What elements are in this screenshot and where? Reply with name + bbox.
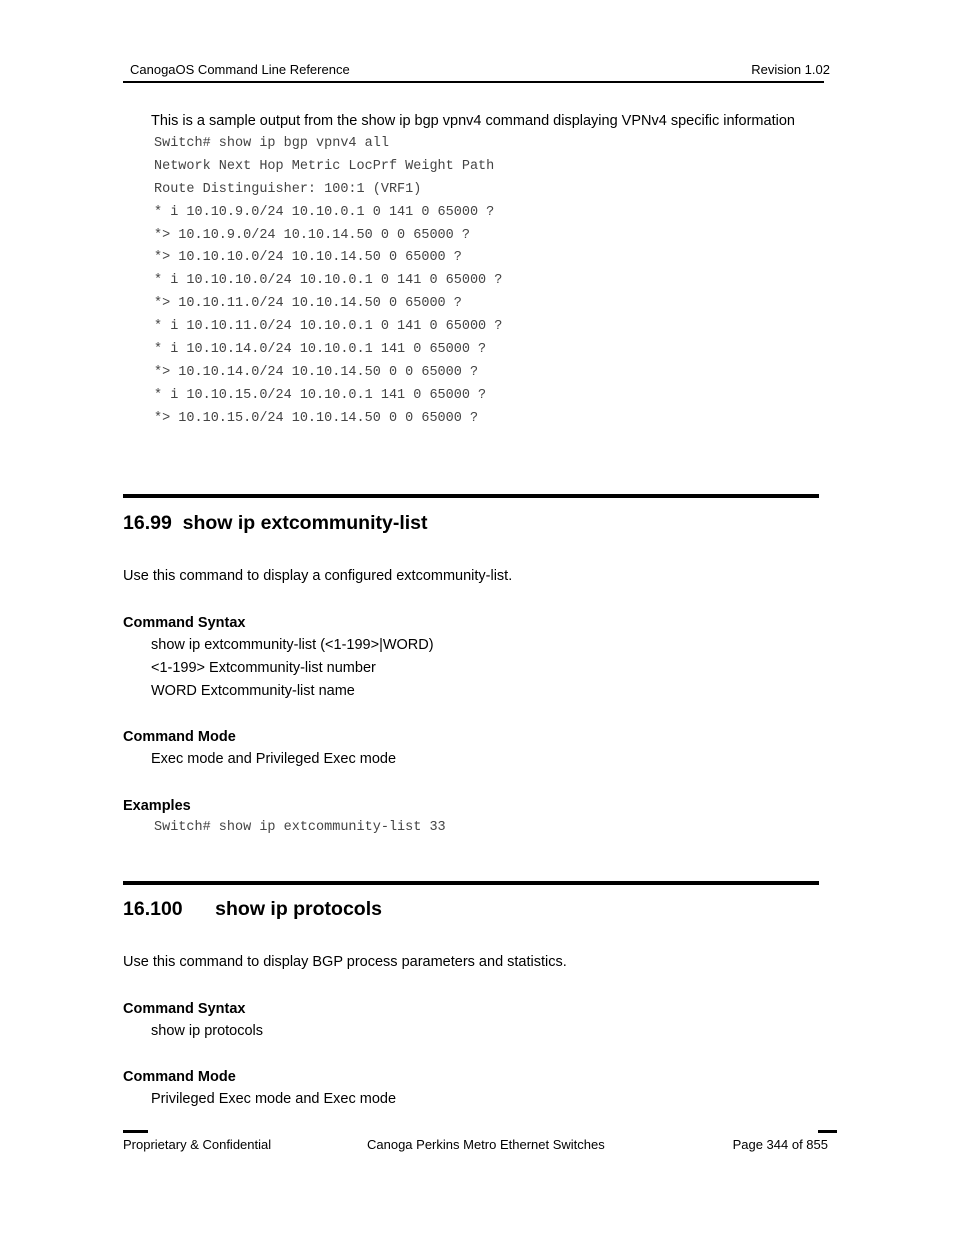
section-title: 16.100 show ip protocols bbox=[123, 898, 382, 920]
example-code: Switch# show ip extcommunity-list 33 bbox=[154, 820, 446, 835]
code-line: *> 10.10.11.0/24 10.10.14.50 0 65000 ? bbox=[154, 296, 462, 311]
code-line: Route Distinguisher: 100:1 (VRF1) bbox=[154, 182, 422, 197]
code-line: *> 10.10.10.0/24 10.10.14.50 0 65000 ? bbox=[154, 250, 462, 265]
section-rule bbox=[123, 494, 819, 498]
section-title: 16.99 show ip extcommunity-list bbox=[123, 512, 428, 534]
command-mode-text: Privileged Exec mode and Exec mode bbox=[151, 1091, 397, 1107]
syntax-line: show ip extcommunity-list (<1-199>|WORD) bbox=[151, 637, 434, 653]
header-revision: Revision 1.02 bbox=[751, 62, 830, 77]
code-line: Network Next Hop Metric LocPrf Weight Path bbox=[154, 159, 495, 174]
code-line: Switch# show ip bgp vpnv4 all bbox=[154, 136, 389, 151]
footer-left: Proprietary & Confidential bbox=[123, 1137, 272, 1152]
command-mode-text: Exec mode and Privileged Exec mode bbox=[151, 751, 397, 767]
syntax-line: <1-199> Extcommunity-list number bbox=[151, 660, 376, 676]
code-line: *> 10.10.15.0/24 10.10.14.50 0 0 65000 ? bbox=[154, 411, 479, 426]
footer-page-number: Page 344 of 855 bbox=[732, 1137, 828, 1152]
intro-paragraph: This is a sample output from the show ip bgp vpnv4 command displaying VPNv4 specific information bbox=[151, 113, 795, 129]
footer-left-bar bbox=[123, 1130, 148, 1133]
code-line: * i 10.10.10.0/24 10.10.0.1 0 141 0 65000 ? bbox=[154, 273, 503, 288]
section-description: Use this command to display BGP process parameters and statistics. bbox=[123, 954, 567, 970]
code-line: *> 10.10.14.0/24 10.10.14.50 0 0 65000 ? bbox=[154, 365, 479, 380]
command-syntax-heading: Command Syntax bbox=[123, 1001, 246, 1017]
command-mode-heading: Command Mode bbox=[123, 1069, 236, 1085]
code-line: * i 10.10.14.0/24 10.10.0.1 141 0 65000 ? bbox=[154, 342, 487, 357]
syntax-line: WORD Extcommunity-list name bbox=[151, 683, 355, 699]
code-line: *> 10.10.9.0/24 10.10.14.50 0 0 65000 ? bbox=[154, 228, 470, 243]
code-line: * i 10.10.9.0/24 10.10.0.1 0 141 0 65000 ? bbox=[154, 205, 495, 220]
code-line: * i 10.10.11.0/24 10.10.0.1 0 141 0 65000 ? bbox=[154, 319, 503, 334]
footer-center: Canoga Perkins Metro Ethernet Switches bbox=[367, 1137, 605, 1152]
section-description: Use this command to display a configured extcommunity-list. bbox=[123, 568, 513, 584]
header-rule bbox=[123, 81, 824, 83]
section-rule bbox=[123, 881, 819, 885]
syntax-line: show ip protocols bbox=[151, 1023, 264, 1039]
header-doc-title: CanogaOS Command Line Reference bbox=[130, 62, 350, 77]
code-line: * i 10.10.15.0/24 10.10.0.1 141 0 65000 ? bbox=[154, 388, 487, 403]
examples-heading: Examples bbox=[123, 798, 191, 814]
command-mode-heading: Command Mode bbox=[123, 729, 236, 745]
footer-right-bar bbox=[818, 1130, 837, 1133]
command-syntax-heading: Command Syntax bbox=[123, 615, 246, 631]
